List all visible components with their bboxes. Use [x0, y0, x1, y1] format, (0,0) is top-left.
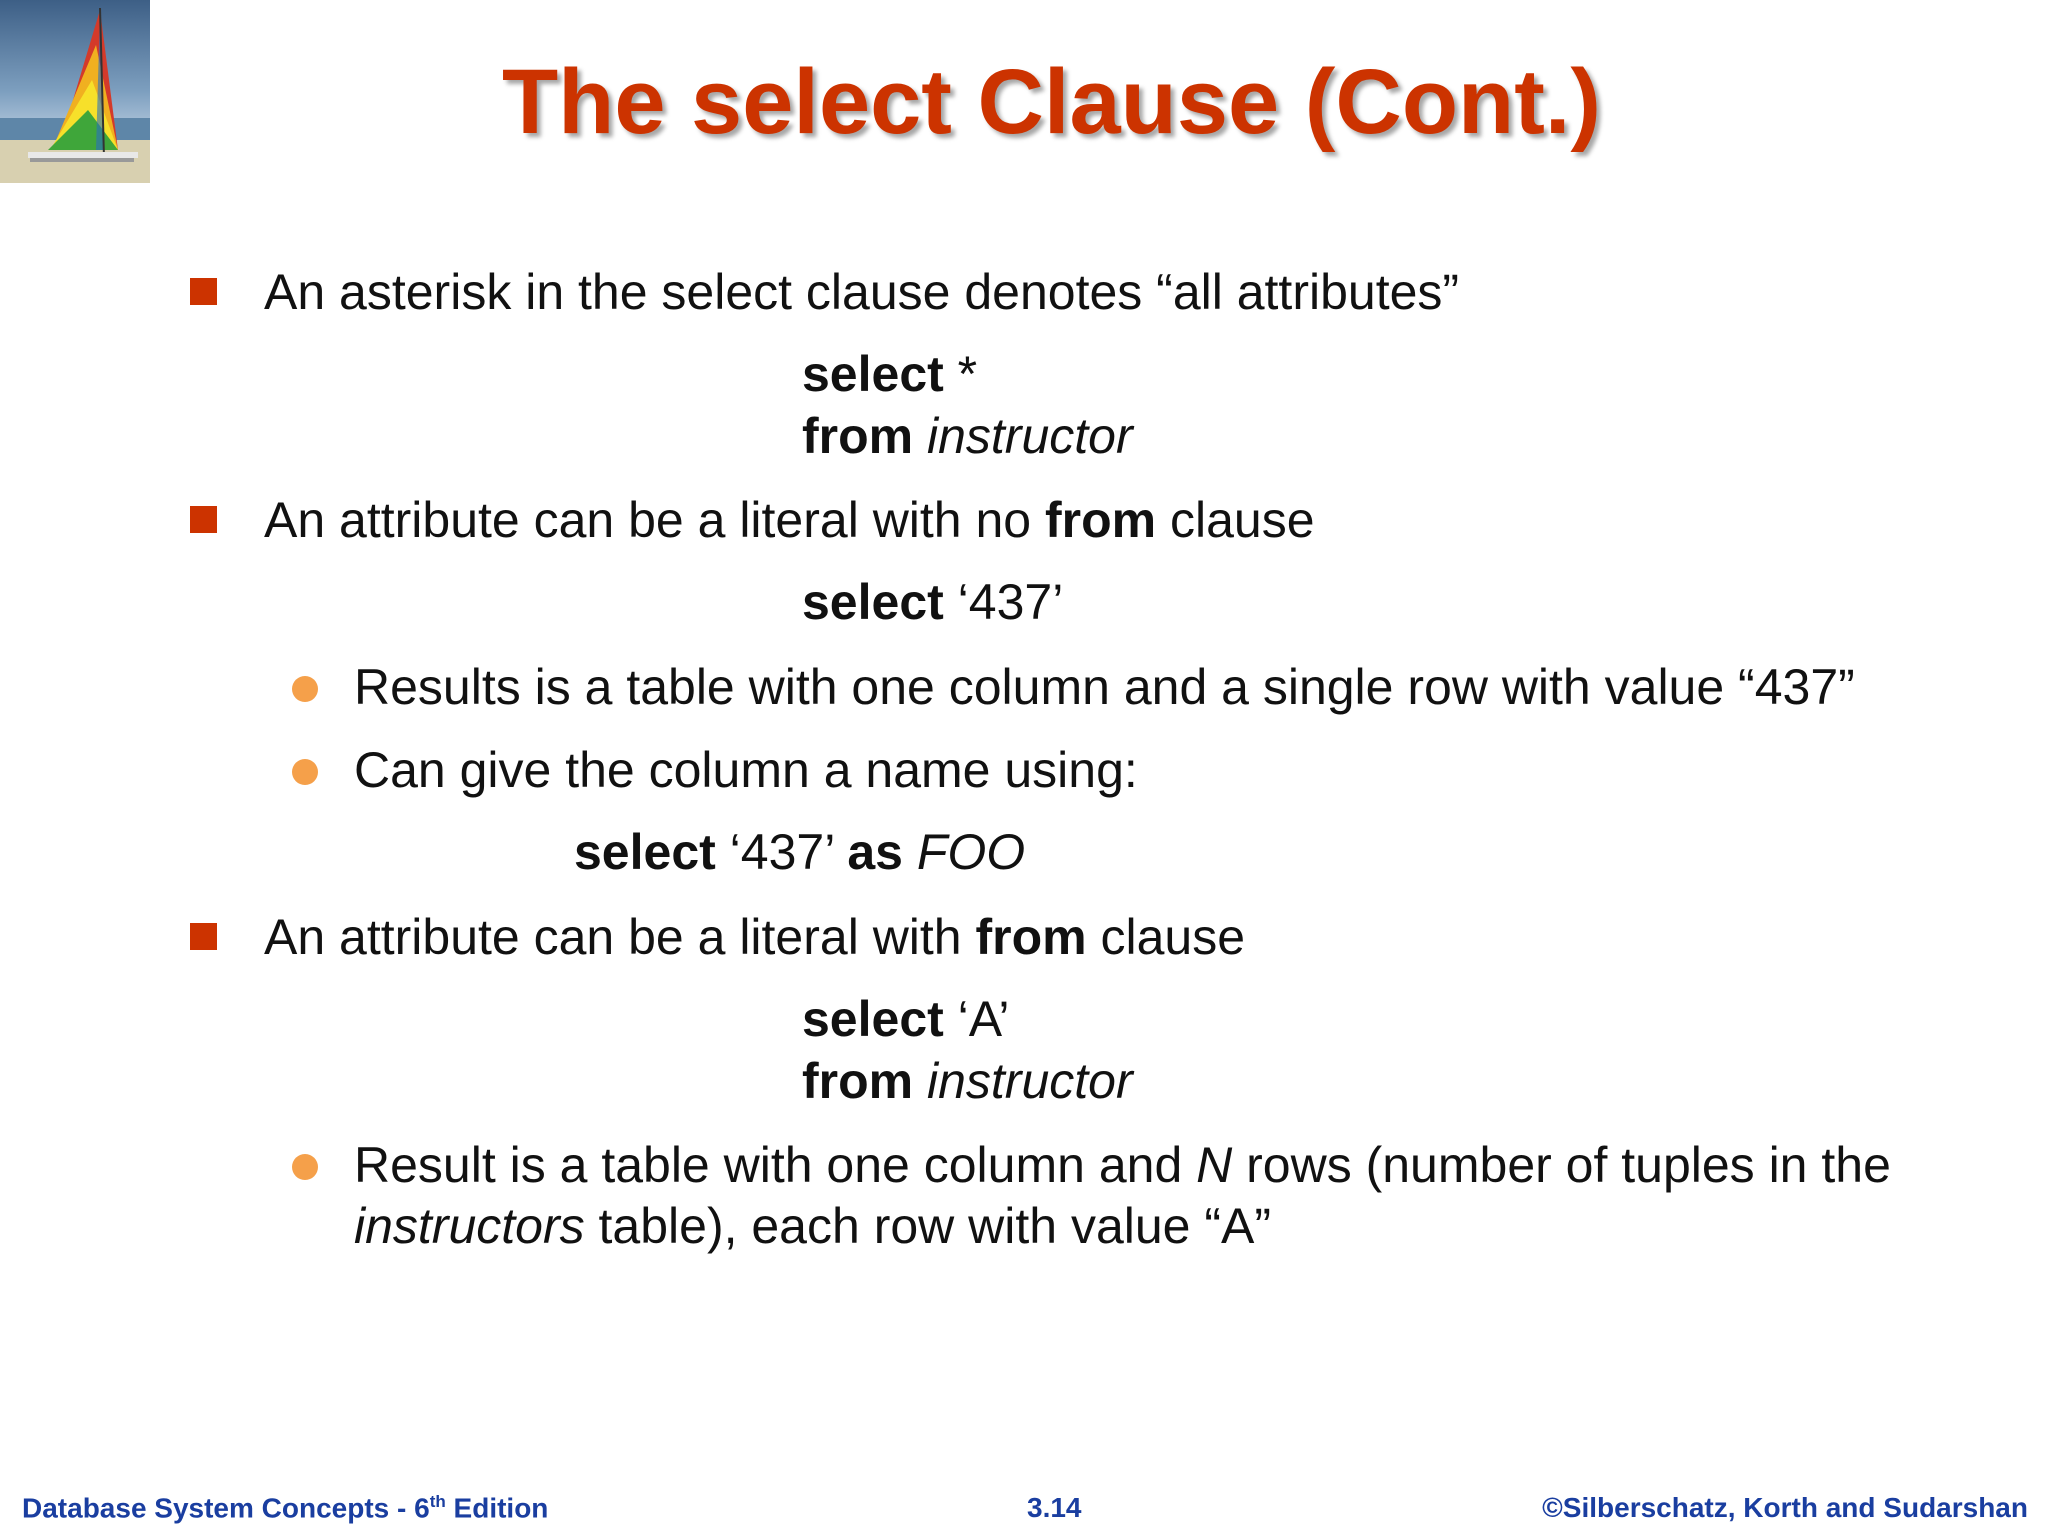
footer-slide-number: 3.14 — [1027, 1492, 1082, 1523]
code-relation: instructor — [913, 408, 1133, 464]
relation-name: instructors — [354, 1198, 585, 1254]
bullet-text: An attribute can be a literal with — [264, 909, 976, 965]
bullet-asterisk: An asterisk in the select clause denotes “all attributes” — [264, 264, 1460, 320]
keyword-from: from — [1045, 492, 1157, 548]
slide-title: The select Clause (Cont.) — [501, 51, 1602, 153]
code-from-instructor-2 — [802, 1050, 1133, 1112]
code-text: * — [943, 346, 978, 402]
keyword-from: from — [802, 1053, 914, 1109]
bullet-text: table), each row with value “A” — [584, 1198, 1272, 1254]
bullet-literal-no-from — [264, 490, 1315, 550]
bullet-text: Result is a table with one column and — [354, 1137, 1197, 1193]
keyword-select: select — [802, 346, 944, 402]
code-text: ‘437’ — [715, 824, 848, 880]
footer-copyright: ©Silberschatz, Korth and Sudarshan — [1542, 1492, 2028, 1523]
code-select-437 — [802, 571, 1063, 633]
keyword-as: as — [847, 824, 903, 880]
code-select-star — [802, 343, 977, 405]
bullet-text: clause — [1156, 492, 1315, 548]
subbullet-result-437: Results is a table with one column and a single row with value “437” — [354, 659, 1855, 715]
code-text: ‘A’ — [943, 991, 1010, 1047]
dot-bullet-icon — [292, 676, 318, 702]
keyword-from: from — [975, 909, 1087, 965]
dot-bullet-icon — [292, 759, 318, 785]
square-bullet-icon — [190, 923, 217, 950]
keyword-select: select — [574, 824, 716, 880]
code-select-437-as-foo — [574, 821, 1025, 883]
footer-book-title — [22, 1492, 548, 1524]
subbullet-result-n-rows — [354, 1135, 1891, 1195]
bullet-text: clause — [1086, 909, 1246, 965]
code-text: ‘437’ — [943, 574, 1064, 630]
footer-sup: th — [429, 1492, 446, 1511]
keyword-select: select — [802, 574, 944, 630]
dot-bullet-icon — [292, 1154, 318, 1180]
code-select-a — [802, 988, 1010, 1050]
code-from-instructor — [802, 405, 1133, 467]
bullet-text: An attribute can be a literal with no — [264, 492, 1046, 548]
variable-n: N — [1196, 1137, 1233, 1193]
square-bullet-icon — [190, 278, 217, 305]
code-relation: instructor — [913, 1053, 1133, 1109]
footer-text: Edition — [445, 1492, 549, 1524]
code-alias: FOO — [902, 824, 1026, 880]
bullet-text: rows (number of tuples in the — [1232, 1137, 1891, 1193]
bullet-literal-with-from — [264, 907, 1245, 967]
keyword-from: from — [802, 408, 914, 464]
keyword-select: select — [802, 991, 944, 1047]
subbullet-result-n-rows-line2 — [354, 1196, 1271, 1256]
square-bullet-icon — [190, 506, 217, 533]
subbullet-column-name: Can give the column a name using: — [354, 742, 1138, 798]
footer-text: Database System Concepts - 6 — [22, 1492, 430, 1524]
